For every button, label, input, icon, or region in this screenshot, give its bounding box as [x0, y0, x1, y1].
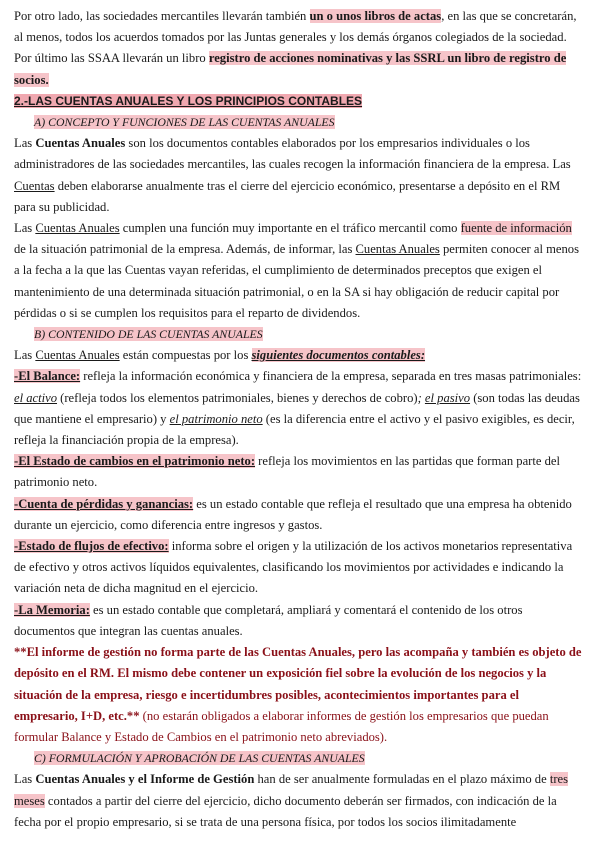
section-2-title: 2.-LAS CUENTAS ANUALES Y LOS PRINCIPIOS CONTABLES — [14, 93, 363, 108]
bold-term: Cuentas Anuales — [35, 136, 126, 151]
text: es un estado contable que completará, ampliará y comentará el contenido de los otros documentos que integran las cuentas anuales. — [14, 602, 523, 638]
text: han de ser anualmente formuladas en el plazo máximo de — [254, 772, 550, 787]
italic-term: el pasivo — [424, 390, 471, 405]
text: refleja la información económica y financiera de la empresa, separada en tres masas patrimoniales: — [80, 369, 582, 384]
note-text: (no estarán obligados a elaborar informes de gestión los empresarios que puedan formular Balance y Estado de Cambios en el patrimonio neto abreviados). — [14, 708, 549, 744]
text: (refleja todos los elementos patrimoniales, bienes y derechos de cobro) — [57, 390, 418, 405]
item-label: -El Estado de cambios en el patrimonio neto: — [14, 454, 256, 469]
underlined-term: Cuentas Anuales — [35, 348, 120, 363]
highlight-libros-actas: un o unos libros de actas — [309, 9, 442, 23]
item-label: -Estado de flujos de efectivo: — [14, 539, 169, 554]
paragraph-concepto — [14, 133, 582, 218]
text: Las — [14, 136, 36, 151]
text: permiten conocer al menos a la fecha a la que las Cuentas vayan referidas, el cumplimiento de determinados preceptos que exigen el mantenimiento de una determinada situación patrimonial, o en la SA si hay obligación de reducir capital por pérdidas o si se cumplen los requisitos para el reparto de dividendos. — [14, 242, 579, 320]
italic-term: el activo — [14, 390, 58, 405]
item-cambios-patrimonio — [14, 451, 582, 493]
underlined-term: Cuentas Anuales — [35, 221, 120, 236]
paragraph-contenido — [14, 345, 582, 366]
item-label: -Cuenta de pérdidas y ganancias: — [14, 496, 194, 511]
underlined-term: Cuentas — [14, 178, 55, 193]
text: Las — [14, 221, 36, 236]
text: (son todas las deudas que mantiene el empresario) y — [14, 390, 580, 426]
item-flujos-efectivo — [14, 536, 582, 600]
text: son los documentos contables elaborados por los empresarios individuales o los administradores de las sociedades mercantiles, las cuales recogen la información financiera de la empresa. Las — [14, 136, 571, 172]
paragraph-funciones — [14, 218, 582, 324]
text: , en las que se concretarán, al menos, todos los acuerdos tomados por las Juntas generales y los demás órganos colegiados de la sociedad. Por último las SSAA llevarán un libro — [14, 9, 577, 66]
bold-term: Cuentas Anuales y el Informe de Gestión — [35, 772, 255, 787]
text: . — [45, 72, 49, 87]
section-c-heading — [14, 748, 582, 769]
section-b-heading — [14, 324, 582, 345]
item-memoria — [14, 600, 582, 642]
text: cumplen una función muy importante en el tráfico mercantil como — [119, 221, 461, 236]
item-label: -El Balance: — [14, 369, 81, 384]
paragraph-formulacion — [14, 769, 582, 833]
text: de la situación patrimonial de la empresa. Además, de informar, las — [14, 242, 356, 257]
item-perdidas-ganancias — [14, 494, 582, 536]
item-label: -La Memoria: — [14, 602, 90, 617]
text: ; — [417, 390, 425, 405]
text: (es la diferencia entre el activo y el pasivo exigibles, es decir, refleja la financiación propia de la empresa). — [14, 411, 575, 448]
text: Por otro lado, las sociedades mercantiles llevarán también — [14, 9, 310, 23]
underlined-term: Cuentas Anuales — [355, 242, 440, 257]
section-b-title: B) CONTENIDO DE LAS CUENTAS ANUALES — [34, 327, 263, 342]
note-informe-gestion — [14, 642, 582, 748]
text: informa sobre el origen y la utilización de los activos monetarios representativa de efectivo y otros activos líquidos equivalentes, clasificando los movimientos por actividades e indicando la variación neta de dicha magnitud en el ejercicio. — [14, 539, 573, 596]
highlight-registro-acciones: registro de acciones nominativas y las SSRL un libro de registro de socios — [14, 51, 567, 87]
text: Las — [14, 772, 36, 787]
text: es un estado contable que refleja el resultado que una empresa ha obtenido durante un ejercicio, como diferencia entre ingresos y gastos. — [14, 496, 572, 532]
section-a-title: A) CONCEPTO Y FUNCIONES DE LAS CUENTAS ANUALES — [34, 115, 335, 130]
paragraph-libros-actas — [14, 6, 582, 91]
text: deben elaborarse anualmente tras el cierre del ejercicio económico, presentarse a depósito en el RM para su publicidad. — [14, 178, 561, 214]
italic-term: el patrimonio neto — [169, 411, 263, 426]
text: están compuestas por los — [119, 348, 252, 363]
highlight-tres-meses: tres meses — [14, 772, 569, 808]
item-balance — [14, 366, 582, 451]
text: refleja los movimientos en las partidas que forman parte del patrimonio neto. — [14, 454, 560, 490]
text: Las — [14, 348, 36, 363]
highlight-documentos-contables: siguientes documentos contables: — [251, 348, 426, 363]
section-2-heading — [14, 91, 582, 112]
text: contados a partir del cierre del ejercicio, dicho documento deberán ser firmados, con indicación de la fecha por el propio empresario, si se trata de una persona física, por todos los socios ilimitadamente — [14, 793, 557, 829]
highlight-fuente-informacion: fuente de información — [460, 221, 572, 236]
section-c-title: C) FORMULACIÓN Y APROBACIÓN DE LAS CUENTAS ANUALES — [34, 751, 365, 766]
note-bold-text: **El informe de gestión no forma parte de las Cuentas Anuales, pero las acompaña y también es objeto de depósito en el RM. El mismo debe contener un exposición fiel sobre la evolución de los negocios y la situación de la empresa, riesgo e incertidumbres posibles, acontecimientos importantes para el empresario, I+D, etc.** — [14, 645, 582, 723]
section-a-heading — [14, 112, 582, 133]
